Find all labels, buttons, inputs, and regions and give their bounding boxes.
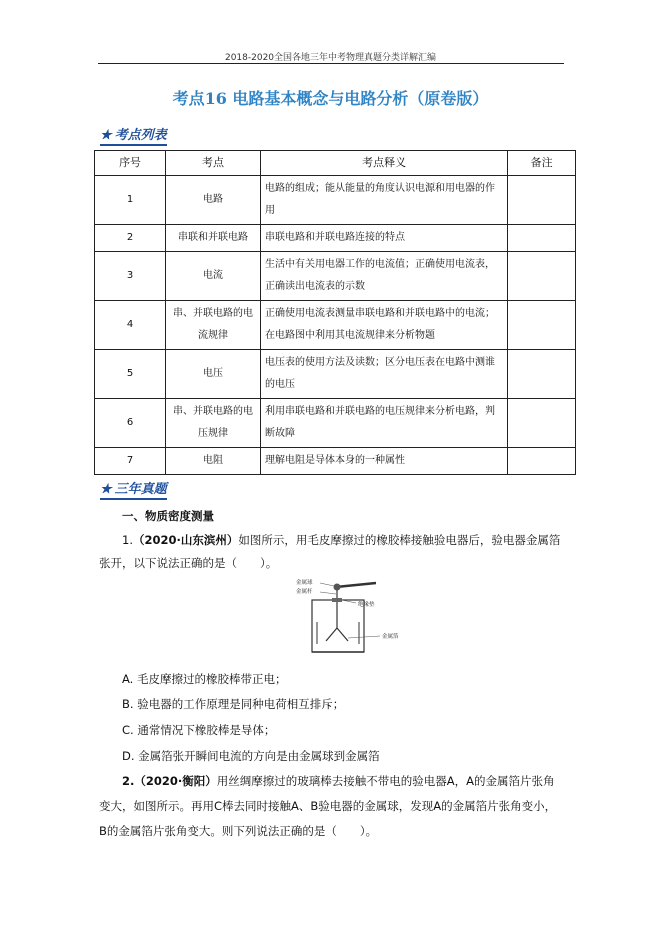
q2-line-3: B的金属箔片张角变大。则下列说法正确的是（ ）。 <box>99 824 378 838</box>
q2-source: （2020·衡阳） <box>134 774 217 788</box>
q1-option-a: A. 毛皮摩擦过的橡胶棒带正电； <box>122 672 287 686</box>
q2-number: 2. <box>122 774 135 788</box>
row-num: 3 <box>95 252 166 301</box>
col-header-desc: 考点释义 <box>260 151 507 176</box>
row-point: 串、并联电路的电压规律 <box>166 399 261 448</box>
row-desc: 理解电阻是导体本身的一种属性 <box>260 448 507 475</box>
section-kaodian-liebiao <box>100 124 167 146</box>
col-header-num: 序号 <box>95 151 166 176</box>
row-note <box>508 225 576 252</box>
q1-option-d: D. 金属箔张开瞬间电流的方向是由金属球到金属箔 <box>122 749 380 763</box>
table-row <box>95 399 576 448</box>
table-header-row <box>95 151 576 176</box>
table-row <box>95 448 576 475</box>
kaodian-table <box>94 150 576 475</box>
q1-line-2: 张开，以下说法正确的是（ ）。 <box>99 556 278 570</box>
label-rod: 金属杆 <box>296 589 313 595</box>
q1-text-a: 如图所示，用毛皮摩擦过的橡胶棒接触验电器后，验电器金属箔 <box>238 533 561 547</box>
label-foil: 金属箔 <box>382 634 399 640</box>
star-icon: ★ <box>100 482 112 497</box>
q1-option-c: C. 通常情况下橡胶棒是导体； <box>122 723 276 737</box>
q2-text-a: 用丝绸摩擦过的玻璃棒去接触不带电的验电器A，A的金属箔片张角 <box>216 774 555 788</box>
table-row <box>95 301 576 350</box>
row-desc: 电压表的使用方法及读数；区分电压表在电路中测谁的电压 <box>260 350 507 399</box>
q1-option-b: B. 验电器的工作原理是同种电荷相互排斥； <box>122 697 345 711</box>
q1-number: 1. <box>122 533 133 547</box>
row-point: 电压 <box>166 350 261 399</box>
row-desc: 利用串联电路和并联电路的电压规律来分析电路，判断故障 <box>260 399 507 448</box>
row-point: 电流 <box>166 252 261 301</box>
header-divider <box>98 63 564 64</box>
col-header-point: 考点 <box>166 151 261 176</box>
row-note <box>508 252 576 301</box>
label-ball: 金属球 <box>296 580 313 586</box>
row-note <box>508 350 576 399</box>
row-point: 电阻 <box>166 448 261 475</box>
row-desc: 生活中有关用电器工作的电流值；正确使用电流表，正确读出电流表的示数 <box>260 252 507 301</box>
table-row <box>95 350 576 399</box>
row-num: 7 <box>95 448 166 475</box>
electroscope-figure <box>296 578 418 658</box>
row-num: 4 <box>95 301 166 350</box>
section-sannian-zhenti <box>100 478 167 500</box>
row-num: 6 <box>95 399 166 448</box>
table-row <box>95 176 576 225</box>
row-point: 串、并联电路的电流规律 <box>166 301 261 350</box>
metal-ball <box>334 584 341 591</box>
table-row <box>95 252 576 301</box>
row-desc: 正确使用电流表测量串联电路和并联电路中的电流；在电路图中利用其电流规律来分析物题 <box>260 301 507 350</box>
row-point: 电路 <box>166 176 261 225</box>
q1-source: （2020·山东滨州） <box>132 533 239 547</box>
row-desc: 串联电路和并联电路连接的特点 <box>260 225 507 252</box>
row-point: 串联和并联电路 <box>166 225 261 252</box>
section-label: 三年真题 <box>114 482 167 497</box>
row-note <box>508 448 576 475</box>
row-num: 1 <box>95 176 166 225</box>
star-icon: ★ <box>100 128 112 143</box>
table-row <box>95 225 576 252</box>
row-desc: 电路的组成；能从能量的角度认识电源和用电器的作用 <box>260 176 507 225</box>
q1-line-1 <box>122 529 560 551</box>
label-insulator: 绝缘垫 <box>358 602 375 608</box>
row-note <box>508 399 576 448</box>
page-title: 考点16 电路基本概念与电路分析（原卷版） <box>172 89 489 108</box>
row-num: 2 <box>95 225 166 252</box>
page-header: 2018-2020全国各地三年中考物理真题分类详解汇编 <box>224 53 437 63</box>
insulator-pad <box>332 598 342 602</box>
row-note <box>508 301 576 350</box>
section-label: 考点列表 <box>114 128 167 143</box>
q2-line-1 <box>122 770 554 792</box>
row-note <box>508 176 576 225</box>
row-num: 5 <box>95 350 166 399</box>
col-header-note: 备注 <box>508 151 576 176</box>
sub-heading: 一、物质密度测量 <box>122 509 214 523</box>
q2-line-2: 变大，如图所示。再用C棒去同时接触A、B验电器的金属球，发现A的金属箔片张角变小， <box>99 799 557 813</box>
